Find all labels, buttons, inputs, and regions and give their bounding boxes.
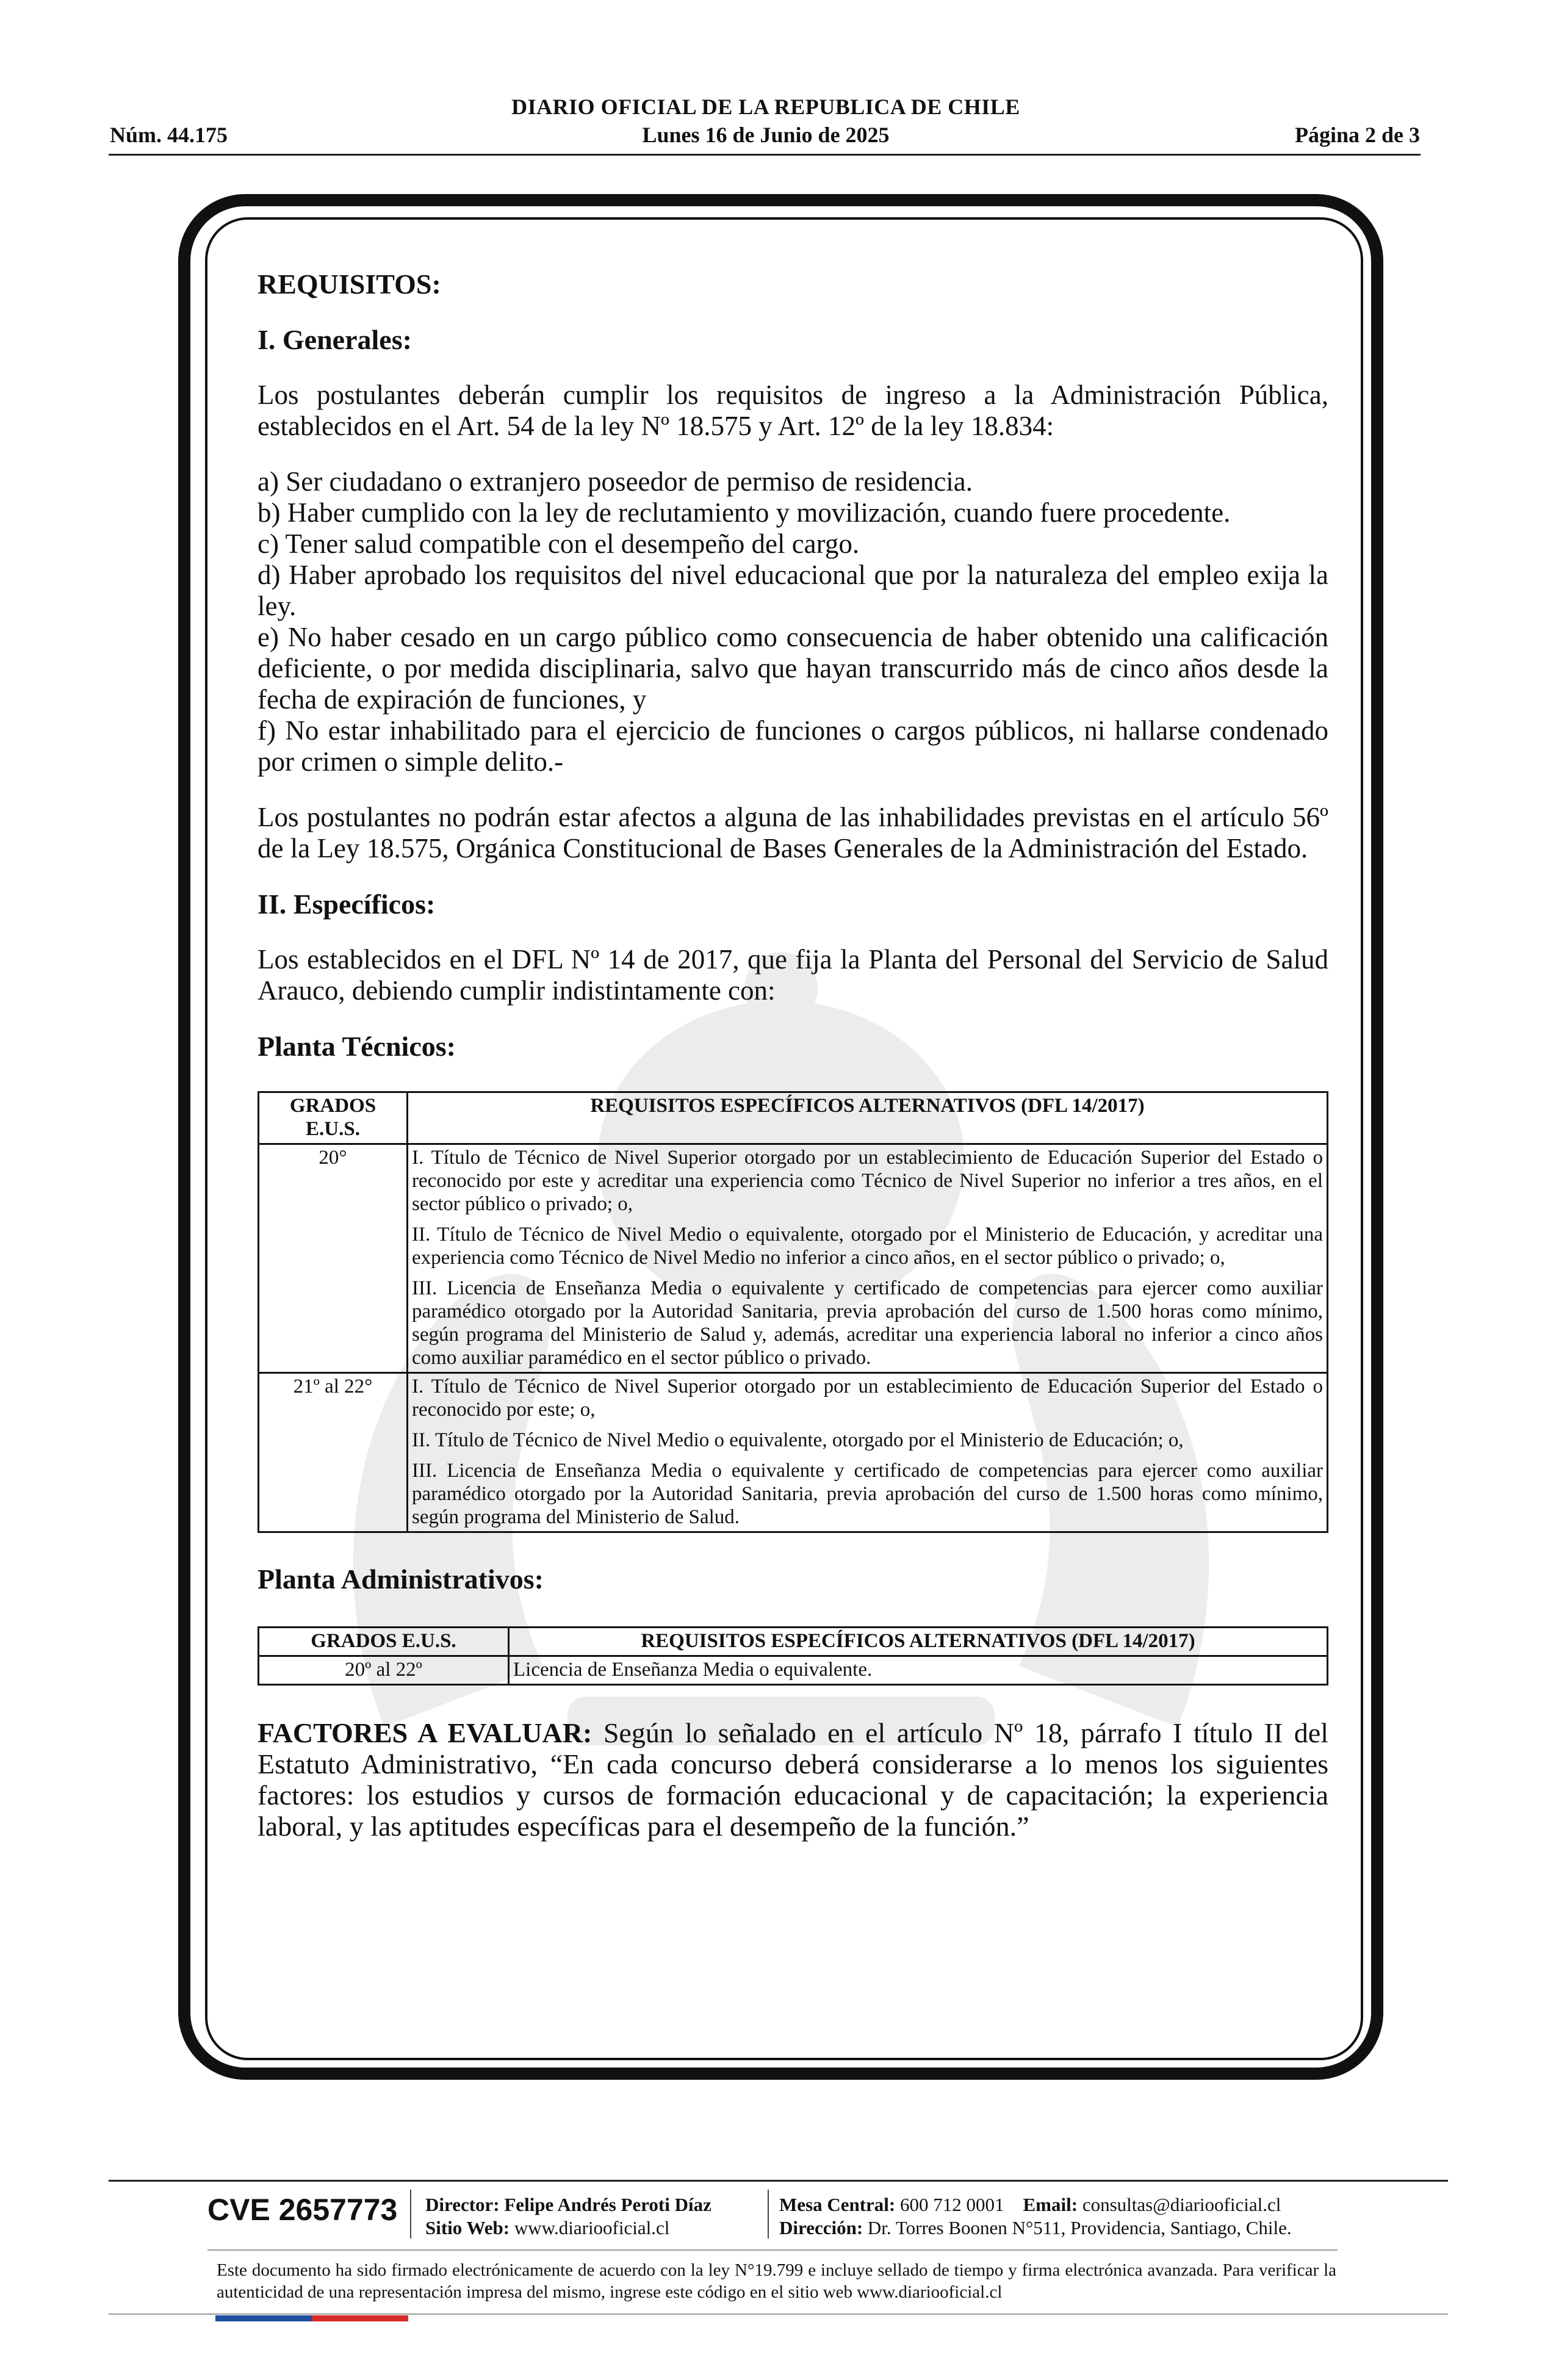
footer-rule-mid: [207, 2249, 1338, 2251]
table-header-row: [259, 1628, 1328, 1656]
footer-contact-block: [779, 2193, 1292, 2240]
requisitos-cell: [408, 1373, 1328, 1532]
email-link[interactable]: consultas@diariooficial.cl: [1082, 2194, 1281, 2215]
mesa-label: Mesa Central:: [779, 2194, 896, 2215]
planta-administrativos-table: [258, 1626, 1328, 1686]
footer-director-block: [425, 2193, 711, 2240]
direccion-label: Dirección:: [779, 2217, 863, 2238]
inhabilidades-paragraph: Los postulantes no podrán estar afectos a alguna de las inhabilidades previstas en el artículo 56º de la Ley 18.575, Orgánica Constitucional de Bases Generales de la Administración del Estado.: [258, 802, 1328, 864]
director-label: Director:: [425, 2194, 500, 2215]
especificos-intro: Los establecidos en el DFL Nº 14 de 2017, que fija la Planta del Personal del Servicio de Salud Arauco, debiendo cumplir indistintamente con:: [258, 944, 1328, 1006]
header-rule: [109, 154, 1421, 156]
grado-cell: 20°: [259, 1144, 408, 1373]
footer-rule-bottom: [109, 2313, 1448, 2315]
requisito-alternativo: II. Título de Técnico de Nivel Medio o equivalente, otorgado por el Ministerio de Educación; o,: [412, 1429, 1184, 1451]
signature-note: Este documento ha sido firmado electrónicamente de acuerdo con la ley N°19.799 e incluye sellado de tiempo y firma electrónica avanzada. Para verificar la autenticidad de una representación impresa del mismo, ingrese este código en el sitio web www.diariooficial.cl: [217, 2260, 1336, 2302]
director-name: Felipe Andrés Peroti Díaz: [504, 2194, 711, 2215]
document-body: [258, 269, 1328, 1842]
flag-stripe-red: [312, 2315, 408, 2321]
footer-separator: [768, 2190, 769, 2238]
table-row: [259, 1144, 1328, 1373]
mesa-value: 600 712 0001: [900, 2194, 1004, 2215]
col-header-grados: GRADOS E.U.S.: [259, 1628, 509, 1656]
planta-tecnicos-heading: Planta Técnicos:: [258, 1031, 456, 1062]
issue-date: Lunes 16 de Junio de 2025: [642, 123, 890, 147]
email-label: Email:: [1023, 2194, 1078, 2215]
col-header-grados: GRADOS E.U.S.: [259, 1092, 408, 1144]
requisitos-cell: Licencia de Enseñanza Media o equivalente.: [509, 1656, 1328, 1685]
requisito-item-b: b) Haber cumplido con la ley de reclutamiento y movilización, cuando fuere procedente.: [258, 497, 1231, 528]
col-header-requisitos: REQUISITOS ESPECÍFICOS ALTERNATIVOS (DFL 14/2017): [408, 1092, 1328, 1144]
factores-paragraph: [258, 1717, 1328, 1842]
footer-separator: [410, 2190, 411, 2238]
flag-stripe-blue: [215, 2315, 312, 2321]
footer-rule-top: [109, 2180, 1448, 2182]
table-header-row: [259, 1092, 1328, 1144]
generales-heading: I. Generales:: [258, 324, 412, 355]
generales-intro: Los postulantes deberán cumplir los requisitos de ingreso a la Administración Pública, establecidos en el Art. 54 de la ley Nº 18.575 y Art. 12º de la ley 18.834:: [258, 380, 1328, 441]
requisito-item-c: c) Tener salud compatible con el desempeño del cargo.: [258, 528, 860, 559]
page-number: Página 2 de 3: [1294, 123, 1420, 147]
factores-text: Según lo señalado en el artículo Nº 18, párrafo I título II del Estatuto Administrativo, “En cada concurso deberá considerarse a lo menos los siguientes factores: los estudios y cursos de formación educacional y de capacitación; la experiencia laboral, y las aptitudes específicas para el desempeño de la función.”: [258, 1717, 1329, 1842]
sitio-label: Sitio Web:: [425, 2217, 510, 2238]
requisitos-cell: [408, 1144, 1328, 1373]
requisito-alternativo: I. Título de Técnico de Nivel Superior otorgado por un establecimiento de Educación Superior del Estado o reconocido por este; o,: [412, 1376, 1323, 1421]
sitio-link[interactable]: www.diariooficial.cl: [514, 2217, 670, 2238]
factores-label: FACTORES A EVALUAR:: [258, 1717, 593, 1748]
requisito-item-f: f) No estar inhabilitado para el ejercicio de funciones o cargos públicos, ni hallarse condenado por crimen o simple delito.-: [258, 715, 1328, 777]
requisito-alternativo: I. Título de Técnico de Nivel Superior otorgado por un establecimiento de Educación Superior del Estado o reconocido por este y acreditar una experiencia como Técnico de Nivel Superior no inferior a tres años, en el sector público o privado; o,: [412, 1147, 1323, 1215]
table-row: [259, 1656, 1328, 1685]
requisitos-heading: REQUISITOS:: [258, 269, 441, 300]
grado-cell: 20º al 22º: [259, 1656, 509, 1685]
grado-cell: 21º al 22°: [259, 1373, 408, 1532]
requisito-item-d: d) Haber aprobado los requisitos del nivel educacional que por la naturaleza del empleo exija la ley.: [258, 560, 1328, 621]
requisito-alternativo: III. Licencia de Enseñanza Media o equivalente y certificado de competencias para ejercer como auxiliar paramédico otorgado por la Autoridad Sanitaria, previa aprobación del curso de 1.500 horas como mínimo, según programa del Ministerio de Salud.: [412, 1460, 1323, 1528]
especificos-heading: II. Específicos:: [258, 889, 436, 920]
requisito-alternativo: II. Título de Técnico de Nivel Medio o equivalente, otorgado por el Ministerio de Educación, y acreditar una experiencia como Técnico de Nivel Medio no inferior a cinco años, en el sector público o privado; o,: [412, 1224, 1323, 1269]
direccion-value: Dr. Torres Boonen N°511, Providencia, Santiago, Chile.: [867, 2217, 1292, 2238]
col-header-requisitos: REQUISITOS ESPECÍFICOS ALTERNATIVOS (DFL 14/2017): [509, 1628, 1328, 1656]
planta-administrativos-heading: Planta Administrativos:: [258, 1563, 544, 1595]
requisito-item-e: e) No haber cesado en un cargo público como consecuencia de haber obtenido una calificación deficiente, o por medida disciplinaria, salvo que hayan transcurrido más de cinco años desde la fecha de expiración de funciones, y: [258, 622, 1328, 715]
issue-number: Núm. 44.175: [110, 123, 228, 147]
newspaper-title: DIARIO OFICIAL DE LA REPUBLICA DE CHILE: [511, 95, 1020, 119]
planta-tecnicos-table: [258, 1091, 1328, 1533]
cve-code: CVE 2657773: [207, 2193, 398, 2227]
table-row: [259, 1373, 1328, 1532]
requisito-item-a: a) Ser ciudadano o extranjero poseedor de permiso de residencia.: [258, 466, 973, 497]
requisito-alternativo: III. Licencia de Enseñanza Media o equivalente y certificado de competencias para ejercer como auxiliar paramédico otorgado por la Autoridad Sanitaria, previa aprobación del curso de 1.500 horas como mínimo, según programa del Ministerio de Salud y, además, acreditar una experiencia laboral no inferior a cinco años como auxiliar paramédico en el sector público o privado.: [412, 1277, 1323, 1369]
